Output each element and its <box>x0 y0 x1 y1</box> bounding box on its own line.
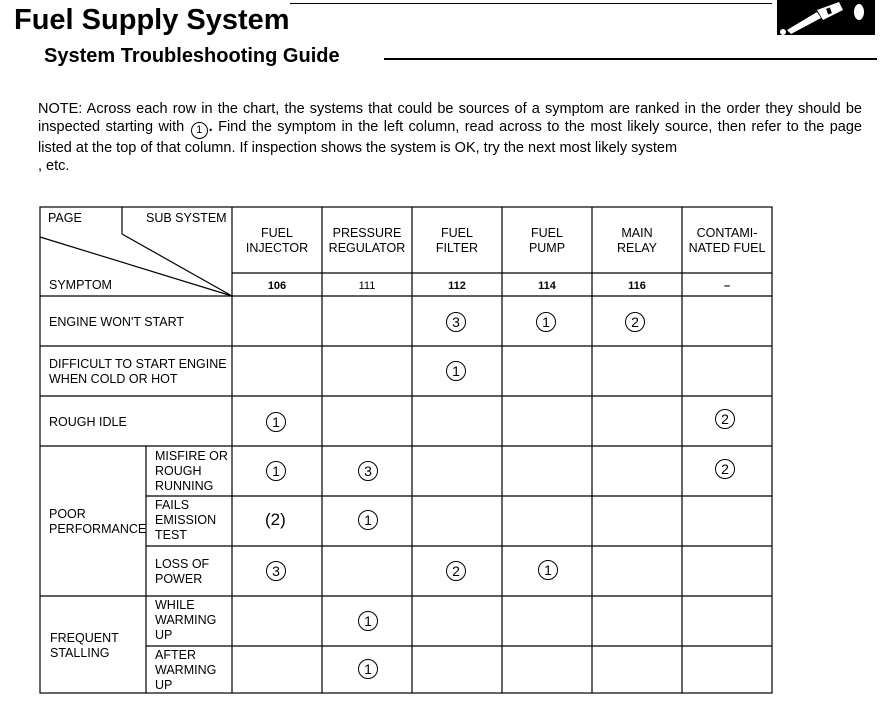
rank-mark: 1 <box>538 560 558 580</box>
rank-mark: 1 <box>358 611 378 631</box>
rank-mark: 3 <box>446 312 466 332</box>
row-label-rough-idle: ROUGH IDLE <box>49 415 127 429</box>
section-subtitle: System Troubleshooting Guide <box>44 45 340 67</box>
rank-mark: 3 <box>358 461 378 481</box>
rank-mark: 3 <box>266 561 286 581</box>
row-label-after-warming: AFTER WARMING UP <box>155 648 217 692</box>
column-header-main-relay: MAIN RELAY <box>616 226 658 255</box>
column-header-fuel-pump: FUEL PUMP <box>528 226 566 255</box>
rank-mark: 1 <box>358 510 378 530</box>
column-header-fuel-injector: FUEL INJECTOR <box>245 226 309 255</box>
row-label-misfire: MISFIRE OR ROUGH RUNNING <box>155 449 228 493</box>
note-text-2: Find the symptom in the left column, read across to the most likely source, then refer to the page listed at the top of that column. If inspection shows the system is OK, try the next most likely system <box>38 119 862 156</box>
circled-one-symbol: 1 <box>191 122 208 139</box>
rank-mark: 2 <box>715 459 735 479</box>
page-number-injector: 106 <box>267 280 287 292</box>
rank-mark: 1 <box>358 659 378 679</box>
row-label-frequent-stalling: FREQUENT STALLING <box>50 631 119 660</box>
page-number-contaminated: – <box>723 280 731 292</box>
note-text-3: , etc. <box>38 158 70 174</box>
rank-mark: (2) <box>265 510 286 529</box>
corner-subsystem-label: SUB SYSTEM <box>146 211 227 225</box>
rank-mark: 2 <box>446 561 466 581</box>
page-number-regulator: 111 <box>358 280 376 292</box>
page-title: Fuel Supply System <box>14 4 290 36</box>
rank-mark: 1 <box>266 461 286 481</box>
page-number-pump: 114 <box>538 280 556 292</box>
corner-symptom-label: SYMPTOM <box>49 278 112 292</box>
rank-mark: 1 <box>536 312 556 332</box>
rank-mark: 2 <box>715 409 735 429</box>
row-label-engine-wont-start: ENGINE WON'T START <box>49 315 185 329</box>
corner-page-label: PAGE <box>48 211 82 225</box>
column-header-pressure-regulator: PRESSURE REGULATOR <box>328 226 406 255</box>
row-label-difficult-to-start: DIFFICULT TO START ENGINE WHEN COLD OR HOT <box>49 357 227 386</box>
note-period: . <box>208 119 213 135</box>
page-number-filter: 112 <box>448 280 466 292</box>
column-header-fuel-filter: FUEL FILTER <box>435 226 479 255</box>
rank-mark: 1 <box>446 361 466 381</box>
note-text-1: NOTE: Across each row in the chart, the systems that could be sources of a symptom are ranked in the order they should be inspected starting with <box>38 101 862 135</box>
column-header-contaminated-fuel: CONTAMI- NATED FUEL <box>688 226 766 255</box>
row-label-loss-of-power: LOSS OF POWER <box>155 557 210 586</box>
row-label-while-warming: WHILE WARMING UP <box>155 598 217 642</box>
page-number-relay: 116 <box>628 280 646 292</box>
row-label-fails-emission: FAILS EMISSION TEST <box>155 498 217 542</box>
rank-mark: 1 <box>266 412 286 432</box>
row-label-poor-performance: POOR PERFORMANCE <box>49 507 147 536</box>
rank-mark: 2 <box>625 312 645 332</box>
